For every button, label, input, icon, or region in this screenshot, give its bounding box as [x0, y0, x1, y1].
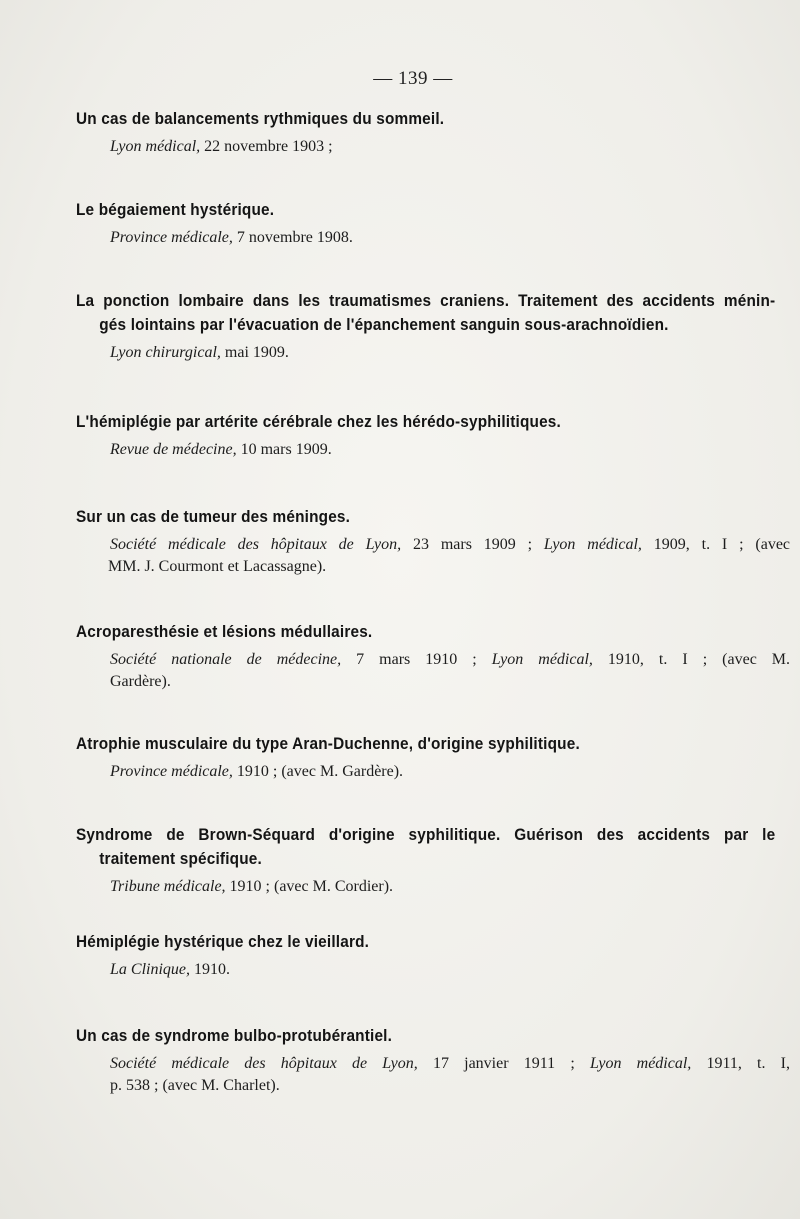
bibliography-entry — [76, 198, 776, 249]
entry-reference — [110, 342, 764, 364]
entry-title: Acroparesthésie et lésions médullaires. — [76, 623, 373, 641]
entry-title: Un cas de balancements rythmiques du sommeil. — [76, 110, 445, 128]
journal-name: Lyon médical, — [110, 138, 201, 155]
entry-reference — [110, 534, 790, 578]
reference-line — [110, 1053, 790, 1075]
bibliography-entry — [76, 732, 776, 783]
entry-title: L'hémiplégie par artérite cérébrale chez les hérédo-syphilitiques. — [76, 413, 561, 431]
reference-details: 22 novembre 1903 ; — [200, 138, 333, 155]
journal-name: La Clinique, — [110, 961, 191, 978]
bibliography-entry — [76, 823, 776, 898]
reference-details: 7 novembre 1908. — [232, 229, 353, 246]
reference-details: 1910. — [190, 961, 231, 978]
entry-reference — [110, 227, 764, 249]
reference-details: 23 mars 1909 ; — [401, 536, 544, 553]
bibliography-entry — [76, 1024, 791, 1097]
journal-name: Lyon médical, — [589, 1055, 692, 1072]
journal-name: Province médicale, — [110, 229, 233, 246]
reference-details: 7 mars 1910 ; — [341, 651, 492, 668]
reference-details: 1910 ; (avec M. Gardère). — [232, 763, 404, 780]
reference-details: 1909, t. I ; (avec — [641, 536, 791, 553]
entry-title: Hémiplégie hystérique chez le vieillard. — [76, 933, 370, 951]
entry-title-line: traitement spécifique. — [99, 850, 262, 868]
entry-reference — [110, 439, 764, 461]
reference-line: Gardère). — [110, 673, 171, 690]
journal-name: Société nationale de médecine, — [110, 651, 342, 668]
entry-title: Le bégaiement hystérique. — [76, 201, 275, 219]
bibliography-entry — [76, 620, 791, 693]
journal-name: Société médicale des hôpitaux de Lyon, — [110, 536, 402, 553]
entry-title — [76, 823, 775, 871]
reference-line: MM. J. Courmont et Lacassagne). — [108, 558, 327, 575]
entry-title: Sur un cas de tumeur des méninges. — [76, 508, 351, 526]
reference-details: 10 mars 1909. — [236, 441, 332, 458]
bibliography-entry — [76, 930, 776, 981]
bibliography-entry — [76, 505, 791, 578]
entry-title — [76, 289, 775, 337]
entry-reference — [110, 876, 764, 898]
entry-title-line: gés lointains par l'évacuation de l'épanchement sanguin sous-arachnoïdien. — [99, 316, 669, 334]
journal-name: Lyon médical, — [543, 536, 642, 553]
reference-line — [110, 534, 790, 556]
journal-name: Société médicale des hôpitaux de Lyon, — [110, 1055, 418, 1072]
reference-details: 1911, t. I, — [691, 1055, 791, 1072]
reference-details: 17 janvier 1911 ; — [417, 1055, 590, 1072]
reference-details: mai 1909. — [220, 344, 289, 361]
page-number: — 139 — — [373, 68, 453, 89]
bibliography-entry — [76, 410, 776, 461]
reference-line: p. 538 ; (avec M. Charlet). — [110, 1077, 280, 1094]
entry-title: Un cas de syndrome bulbo-protubérantiel. — [76, 1027, 393, 1045]
entry-title-line: Syndrome de Brown-Séquard d'origine syphilitique. Guérison des accidents par le — [76, 826, 776, 844]
journal-name: Revue de médecine, — [110, 441, 237, 458]
reference-details: 1910 ; (avec M. Cordier). — [225, 878, 394, 895]
entry-reference — [110, 959, 764, 981]
entry-reference — [110, 136, 764, 158]
entry-reference — [110, 649, 790, 693]
reference-details: 1910, t. I ; (avec M. — [592, 651, 791, 668]
journal-name: Tribune médicale, — [110, 878, 226, 895]
bibliography-entry — [76, 107, 776, 158]
reference-line — [110, 649, 790, 671]
journal-name: Lyon chirurgical, — [110, 344, 221, 361]
entry-title-line: La ponction lombaire dans les traumatismes craniens. Traitement des accidents ménin- — [76, 292, 776, 310]
entry-reference — [110, 761, 764, 783]
journal-name: Province médicale, — [110, 763, 233, 780]
entry-reference — [110, 1053, 790, 1097]
bibliography-entry — [76, 289, 776, 364]
journal-name: Lyon médical, — [491, 651, 593, 668]
entry-title: Atrophie musculaire du type Aran-Duchenne, d'origine syphilitique. — [76, 735, 580, 753]
